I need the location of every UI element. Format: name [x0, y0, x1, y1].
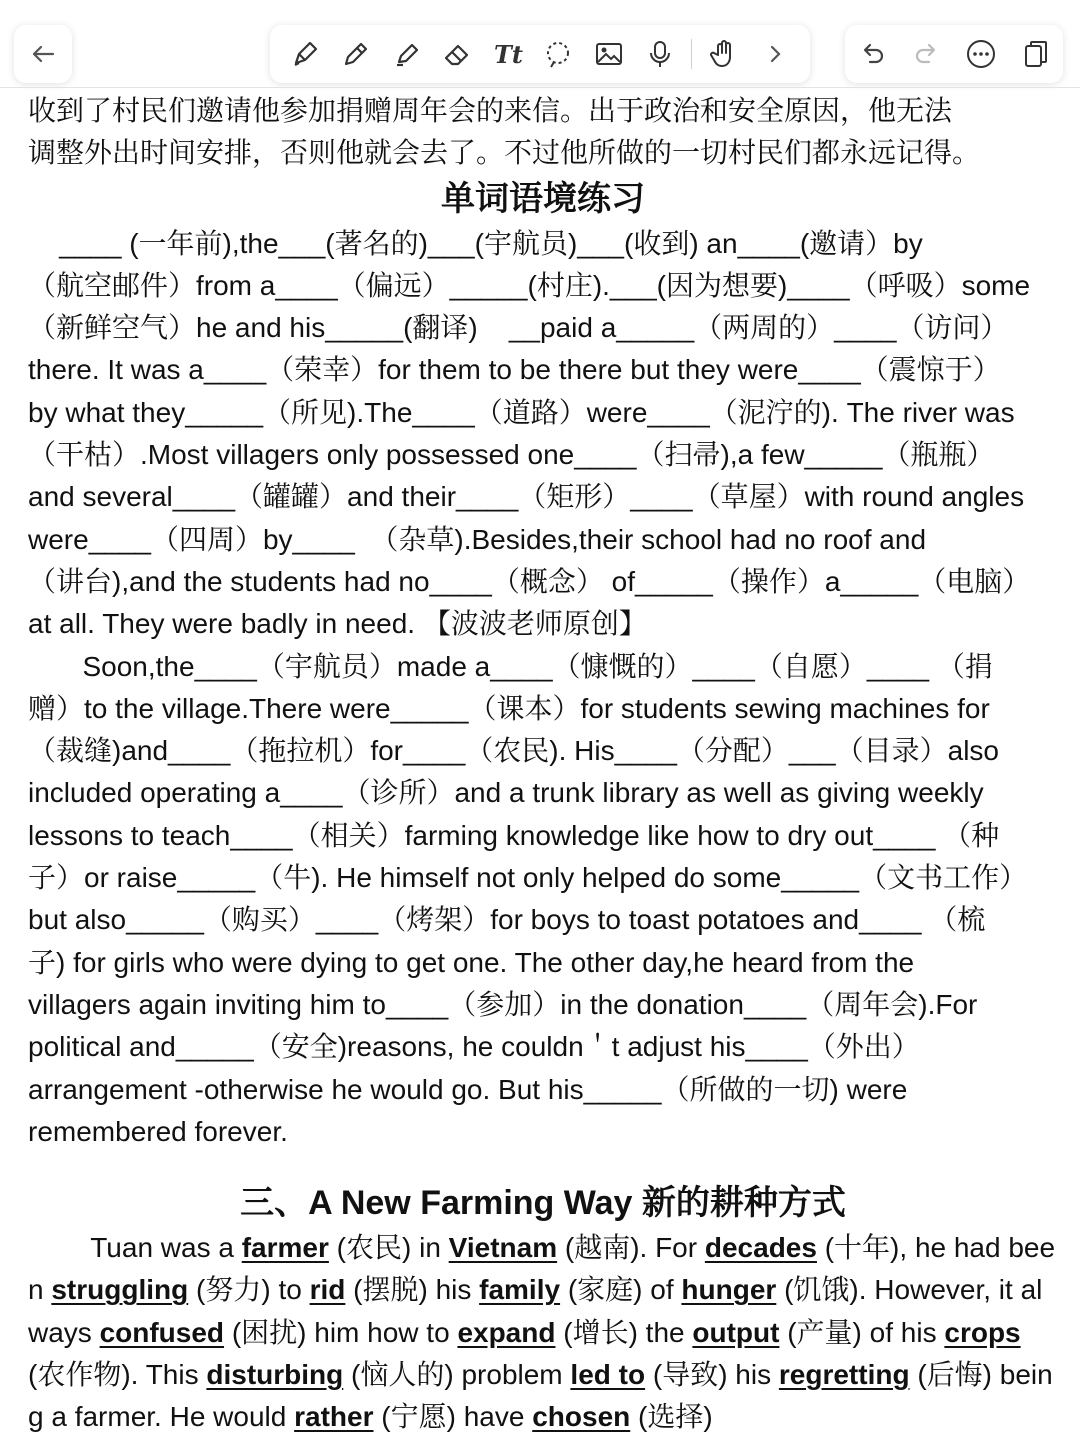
microphone-icon[interactable]	[641, 35, 679, 73]
back-arrow-icon[interactable]	[24, 35, 62, 73]
paragraph-text: (后悔) being a farmer. He would	[28, 1359, 1053, 1433]
pen-icon[interactable]	[286, 35, 324, 73]
toolbar	[0, 0, 1080, 88]
document-page	[28, 90, 1058, 1439]
intro-line-1: 收到了村民们邀请他参加捐赠周年会的来信。出于政治和安全原因，他无法	[28, 95, 953, 126]
vocab-word: led to	[570, 1359, 646, 1391]
vocab-word: Vietnam	[448, 1232, 558, 1264]
text-tool-icon[interactable]	[489, 35, 527, 73]
exercise-line: Soon,the____（宇航员）made a____（慷慨的）____（自愿）____ （捐	[28, 650, 993, 682]
vocab-word: decades	[704, 1232, 817, 1264]
chevron-right-icon[interactable]	[756, 35, 794, 73]
exercise-line: ____ (一年前),the___(著名的)___(宇航员)___(收到) an____(邀请）by	[28, 227, 923, 259]
exercise-line: by what they_____（所见).The____（道路）were____（泥泞的). The river was	[28, 396, 1015, 428]
vocab-word: rather	[294, 1401, 374, 1433]
paragraph-text: (家庭) of	[560, 1274, 682, 1306]
exercise-line: remembered forever.	[28, 1115, 288, 1147]
highlighter-icon[interactable]	[388, 35, 426, 73]
pages-icon[interactable]	[1017, 35, 1055, 73]
undo-icon[interactable]	[853, 35, 891, 73]
vocab-word: expand	[457, 1316, 556, 1348]
paragraph-text: (困扰) him how to	[224, 1316, 458, 1348]
exercise-line: （新鲜空气）he and his_____(翻译) __paid a_____（两周的）____（访问）	[28, 312, 1009, 344]
paragraph-text: (努力) to	[188, 1274, 310, 1306]
exercise-line: （裁缝)and____（拖拉机）for____（农民). His____（分配）___（目录）also	[28, 735, 999, 767]
section-heading-new-farming-way: 三、A New Farming Way 新的耕种方式	[240, 1184, 846, 1223]
vocab-word: crops	[944, 1316, 1021, 1348]
redo-icon[interactable]	[908, 35, 946, 73]
intro-line-2: 调整外出时间安排，否则他就会去了。不过他所做的一切村民们都永远记得。	[28, 137, 981, 169]
exercise-line: included operating a____（诊所）and a trunk library as well as giving weekly	[28, 777, 984, 809]
farming-paragraph	[28, 1227, 1058, 1438]
vocab-word: chosen	[532, 1401, 631, 1433]
vocab-word: struggling	[51, 1274, 189, 1306]
exercise-line: political and_____（安全)reasons, he couldn＇t adjust his____（外出）	[28, 1031, 920, 1063]
toolbar-separator	[691, 39, 692, 69]
vocab-word: rid	[309, 1274, 346, 1306]
lasso-icon[interactable]	[539, 35, 577, 73]
paragraph-text: (恼人的) problem	[343, 1359, 571, 1391]
ballpoint-pen-icon[interactable]	[337, 35, 375, 73]
vocab-word: hunger	[681, 1274, 777, 1306]
exercise-line: arrangement -otherwise he would go. But his_____（所做的一切) were	[28, 1073, 908, 1105]
paragraph-text: (摆脱) his	[345, 1274, 480, 1306]
exercise-line: （讲台),and the students had no____（概念） of_____（操作）a_____（电脑）	[28, 565, 1031, 597]
paragraph-text: (导致) his	[645, 1359, 779, 1391]
exercise-line: there. It was a____（荣幸）for them to be there but they were____（震惊于）	[28, 354, 1001, 386]
vocab-word: output	[692, 1316, 780, 1348]
exercise-line: 赠）to the village.There were_____（课本）for students sewing machines for	[28, 692, 990, 724]
actions-group	[845, 25, 1063, 83]
tools-group	[270, 25, 810, 83]
back-group	[14, 25, 72, 83]
exercise-line: （干枯）.Most villagers only possessed one____（扫帚),a few_____（瓶瓶）	[28, 439, 995, 471]
toolbar-divider	[0, 87, 1080, 88]
paragraph-text: Tuan was a	[28, 1232, 242, 1264]
eraser-icon[interactable]	[438, 35, 476, 73]
exercise-line: at all. They were badly in need. 【波波老师原创】	[28, 608, 647, 640]
section-heading-vocab-practice: 单词语境练习	[441, 179, 645, 218]
paragraph-text: (产量) of his	[779, 1316, 945, 1348]
paragraph-text: (增长) the	[555, 1316, 693, 1348]
vocab-word: farmer	[241, 1232, 329, 1264]
exercise-line: （航空邮件）from a____（偏远）_____(村庄).___(因为想要)____（呼吸）some	[28, 269, 1031, 301]
vocab-word: confused	[99, 1316, 225, 1348]
vocab-word: regretting	[778, 1359, 910, 1391]
image-icon[interactable]	[590, 35, 628, 73]
exercise-line: 子) for girls who were dying to get one. The other day,he heard from the	[28, 946, 915, 978]
paragraph-text: (农作物). This	[28, 1316, 1029, 1391]
exercise-line: but also_____（购买）____（烤架）for boys to toast potatoes and____ （梳	[28, 904, 986, 936]
hand-icon[interactable]	[705, 35, 743, 73]
exercise-line: villagers again inviting him to____（参加）in the donation____（周年会).For	[28, 988, 978, 1020]
vocab-word: disturbing	[206, 1359, 344, 1391]
paragraph-text: (十年), he had been	[28, 1232, 1056, 1306]
exercise-line: were____（四周）by____ （杂草).Besides,their school had no roof and	[28, 523, 927, 555]
paragraph-text: (越南). For	[557, 1232, 705, 1264]
vocab-word: family	[479, 1274, 561, 1306]
more-options-icon[interactable]	[962, 35, 1000, 73]
exercise-line: 子）or raise_____（牛). He himself not only helped do some_____（文书工作）	[28, 862, 1028, 894]
paragraph-text: (宁愿) have	[373, 1401, 533, 1433]
paragraph-text: (饥饿). However, it always	[28, 1274, 1043, 1348]
exercise-line: lessons to teach____（相关）farming knowledge like how to dry out____ （种	[28, 819, 1000, 851]
exercise-line: and several____（罐罐）and their____（矩形）____（草屋）with round angles	[28, 481, 1025, 513]
paragraph-text: (农民) in	[328, 1232, 449, 1264]
svg-text:Tt: Tt	[493, 40, 523, 69]
paragraph-text: (选择)	[630, 1401, 713, 1433]
